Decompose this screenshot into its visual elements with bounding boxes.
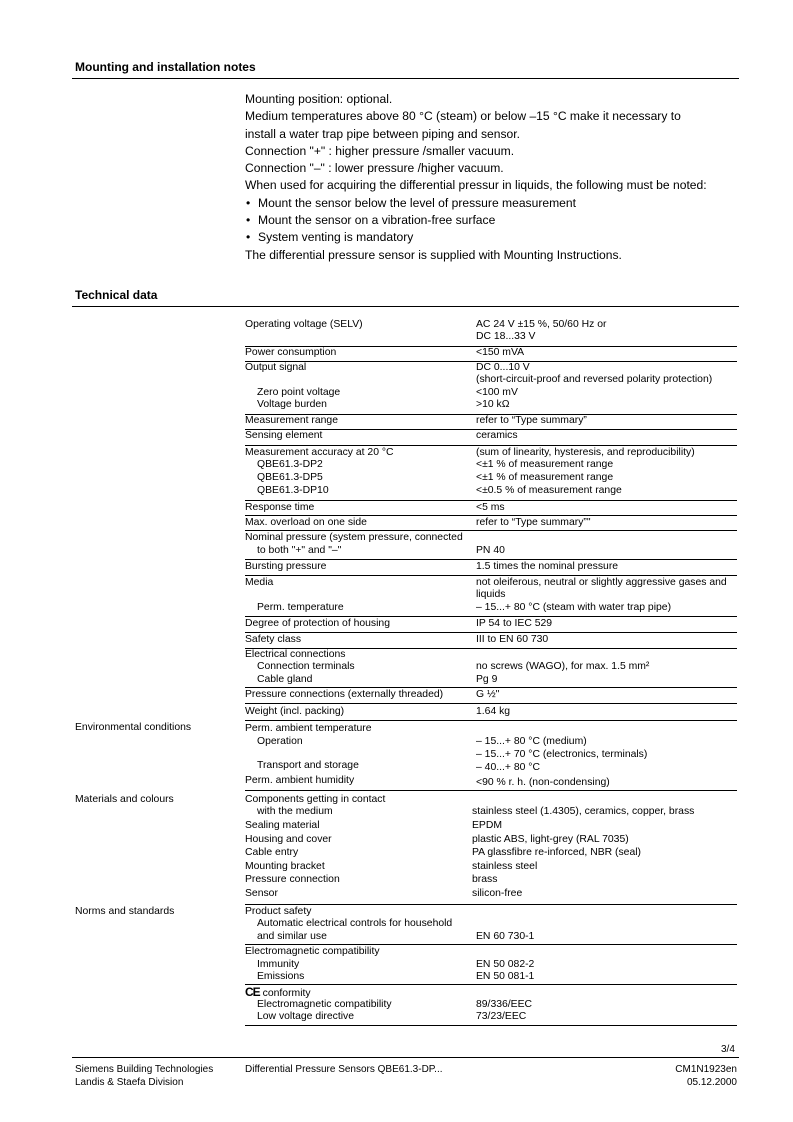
table-row (245, 429, 737, 446)
table-row (245, 632, 737, 649)
row-label: Safety class (245, 634, 302, 645)
row-sublabel: Connection terminals (257, 661, 355, 672)
table-row (245, 720, 737, 791)
technical-section-title: Technical data (75, 288, 158, 302)
row-value: EN 60 730-1 (476, 931, 535, 942)
row-label: Mounting bracket (245, 861, 325, 872)
row-label: Pressure connections (externally threaded) (245, 689, 444, 700)
table-row (245, 318, 737, 347)
row-label: Housing and cover (245, 834, 332, 845)
row-value: 1.64 kg (476, 706, 511, 717)
row-label: Weight (incl. packing) (245, 706, 345, 717)
table-row (245, 445, 737, 501)
row-label: Cable entry (245, 847, 299, 858)
row-value: <5 ms (476, 502, 505, 513)
row-value: 89/336/EEC (476, 999, 533, 1010)
row-value: EN 50 081-1 (476, 971, 535, 982)
row-label: Nominal pressure (system pressure, connected (245, 532, 463, 543)
row-sublabel: Transport and storage (257, 760, 359, 771)
row-value: IP 54 to IEC 529 (476, 618, 553, 629)
mounting-line: Connection "+" : higher pressure /smaller vacuum. (245, 143, 515, 158)
row-value: stainless steel (472, 861, 538, 872)
footer-date: 05.12.2000 (686, 1077, 737, 1088)
side-heading-norms: Norms and standards (75, 906, 175, 917)
footer-company-2: Landis & Staefa Division (75, 1077, 184, 1088)
row-label: Perm. ambient humidity (245, 775, 355, 786)
row-label: Degree of protection of housing (245, 618, 390, 629)
row-sublabel: Automatic electrical controls for household (257, 918, 453, 929)
row-label: Electrical connections (245, 649, 346, 660)
row-value: (short-circuit-proof and reversed polarity protection) (476, 374, 713, 385)
row-value: – 40...+ 80 °C (476, 762, 540, 773)
row-sublabel: Immunity (257, 959, 300, 970)
row-sublabel: Emissions (257, 971, 305, 982)
row-value: G ½" (476, 689, 500, 700)
table-row (245, 904, 737, 945)
row-value: AC 24 V ±15 %, 50/60 Hz or (476, 319, 607, 330)
table-row (245, 559, 737, 576)
row-sublabel: Voltage burden (257, 399, 327, 410)
row-label: Output signal (245, 362, 307, 373)
row-value: ceramics (476, 430, 518, 441)
table-row (245, 530, 737, 560)
row-value: DC 18...33 V (476, 331, 536, 342)
row-label: Sealing material (245, 820, 320, 831)
row-value: (sum of linearity, hysteresis, and reproducibility) (476, 447, 695, 458)
row-label: Max. overload on one side (245, 517, 367, 528)
row-value: <±0.5 % of measurement range (476, 485, 622, 496)
row-sublabel: QBE61.3-DP5 (257, 472, 323, 483)
row-sublabel: Zero point voltage (257, 387, 341, 398)
row-value: <±1 % of measurement range (476, 472, 614, 483)
table-row (245, 687, 737, 704)
section-rule (72, 78, 739, 79)
mounting-line: Medium temperatures above 80 °C (steam) or below –15 °C make it necessary to (245, 109, 681, 124)
table-row (245, 414, 737, 430)
row-value: DC 0...10 V (476, 362, 530, 373)
mounting-line: install a water trap pipe between piping and sensor. (245, 126, 520, 141)
footer-doc-number: CM1N1923en (675, 1064, 737, 1075)
row-sublabel: with the medium (257, 806, 333, 817)
row-sublabel: QBE61.3-DP10 (257, 485, 329, 496)
side-heading-environmental: Environmental conditions (75, 722, 192, 733)
table-row (245, 616, 737, 633)
row-value: silicon-free (472, 888, 523, 899)
row-value: <150 mVA (476, 347, 525, 358)
mounting-line: Connection "–" : lower pressure /higher vacuum. (245, 161, 504, 176)
table-row (245, 648, 737, 688)
row-value: refer to “Type summary”" (476, 517, 591, 528)
row-label: Product safety (245, 906, 312, 917)
row-label: Components getting in contact (245, 794, 386, 805)
footer-doc-title: Differential Pressure Sensors QBE61.3-DP... (245, 1064, 443, 1075)
row-value: plastic ABS, light-grey (RAL 7035) (472, 834, 629, 845)
section-rule (72, 306, 739, 307)
row-value: not oleiferous, neutral or slightly aggressive gases and (476, 577, 727, 588)
row-value: PA glassfibre re-inforced, NBR (seal) (472, 847, 642, 858)
row-label: Media (245, 577, 274, 588)
mounting-line: Mounting position: optional. (245, 92, 393, 106)
row-label: Measurement range (245, 415, 338, 426)
row-value: no screws (WAGO), for max. 1.5 mm² (476, 661, 650, 672)
table-row (245, 575, 737, 617)
ce-mark-icon: CE (245, 985, 260, 999)
table-row (245, 361, 737, 415)
row-value: liquids (476, 589, 506, 600)
table-row (245, 790, 737, 905)
table-row (245, 515, 737, 531)
mounting-closing: The differential pressure sensor is supplied with Mounting Instructions. (245, 247, 622, 262)
row-value: 1.5 times the nominal pressure (476, 561, 619, 572)
ce-conformity-label (245, 986, 311, 1000)
row-label: Electromagnetic compatibility (245, 946, 380, 957)
row-value: refer to “Type summary” (476, 415, 587, 426)
row-value: EN 50 082-2 (476, 959, 535, 970)
row-sublabel: and similar use (257, 931, 327, 942)
page-number: 3/4 (721, 1044, 735, 1055)
bullet-item: • System venting is mandatory (245, 229, 745, 246)
row-sublabel: Electromagnetic compatibility (257, 999, 392, 1010)
mounting-notes (245, 91, 745, 264)
row-label: Response time (245, 502, 315, 513)
row-sublabel: Operation (257, 736, 303, 747)
row-value: <90 % r. h. (non-condensing) (476, 777, 610, 788)
conformity-text: conformity (262, 988, 311, 999)
table-row (245, 500, 737, 516)
row-sublabel: QBE61.3-DP2 (257, 459, 323, 470)
row-label: Sensor (245, 888, 278, 899)
row-value: 73/23/EEC (476, 1011, 527, 1022)
row-label: Power consumption (245, 347, 337, 358)
row-sublabel: Low voltage directive (257, 1011, 355, 1022)
row-label: Perm. ambient temperature (245, 723, 372, 734)
row-value: <±1 % of measurement range (476, 459, 614, 470)
row-value: stainless steel (1.4305), ceramics, copper, brass (472, 806, 695, 817)
row-value: – 15...+ 80 °C (steam with water trap pipe) (476, 602, 672, 613)
bullet-item: • Mount the sensor on a vibration-free surface (245, 212, 745, 229)
row-value: III to EN 60 730 (476, 634, 549, 645)
table-row (245, 703, 737, 721)
row-value: Pg 9 (476, 674, 498, 685)
mounting-bullet-list (245, 195, 745, 247)
table-row (245, 984, 737, 1026)
table-row (245, 346, 737, 362)
row-sublabel: to both "+" and "–" (257, 545, 342, 556)
mounting-section-title: Mounting and installation notes (75, 60, 256, 74)
table-row (245, 944, 737, 985)
footer-rule (72, 1057, 739, 1058)
row-label: Bursting pressure (245, 561, 327, 572)
side-heading-materials: Materials and colours (75, 794, 174, 805)
bullet-item: • Mount the sensor below the level of pressure measurement (245, 195, 745, 212)
row-value: PN 40 (476, 545, 505, 556)
row-label: Operating voltage (SELV) (245, 319, 363, 330)
mounting-line: When used for acquiring the differential pressur in liquids, the following must be noted: (245, 178, 707, 193)
row-value: – 15...+ 70 °C (electronics, terminals) (476, 749, 648, 760)
row-label: Measurement accuracy at 20 °C (245, 447, 394, 458)
row-sublabel: Cable gland (257, 674, 313, 685)
footer-company-1: Siemens Building Technologies (75, 1064, 214, 1075)
row-value: EPDM (472, 820, 503, 831)
row-value: brass (472, 874, 498, 885)
row-label: Pressure connection (245, 874, 340, 885)
row-value: – 15...+ 80 °C (medium) (476, 736, 587, 747)
row-label: Sensing element (245, 430, 323, 441)
row-sublabel: Perm. temperature (257, 602, 344, 613)
row-value: >10 kΩ (476, 399, 510, 410)
row-value: <100 mV (476, 387, 518, 398)
